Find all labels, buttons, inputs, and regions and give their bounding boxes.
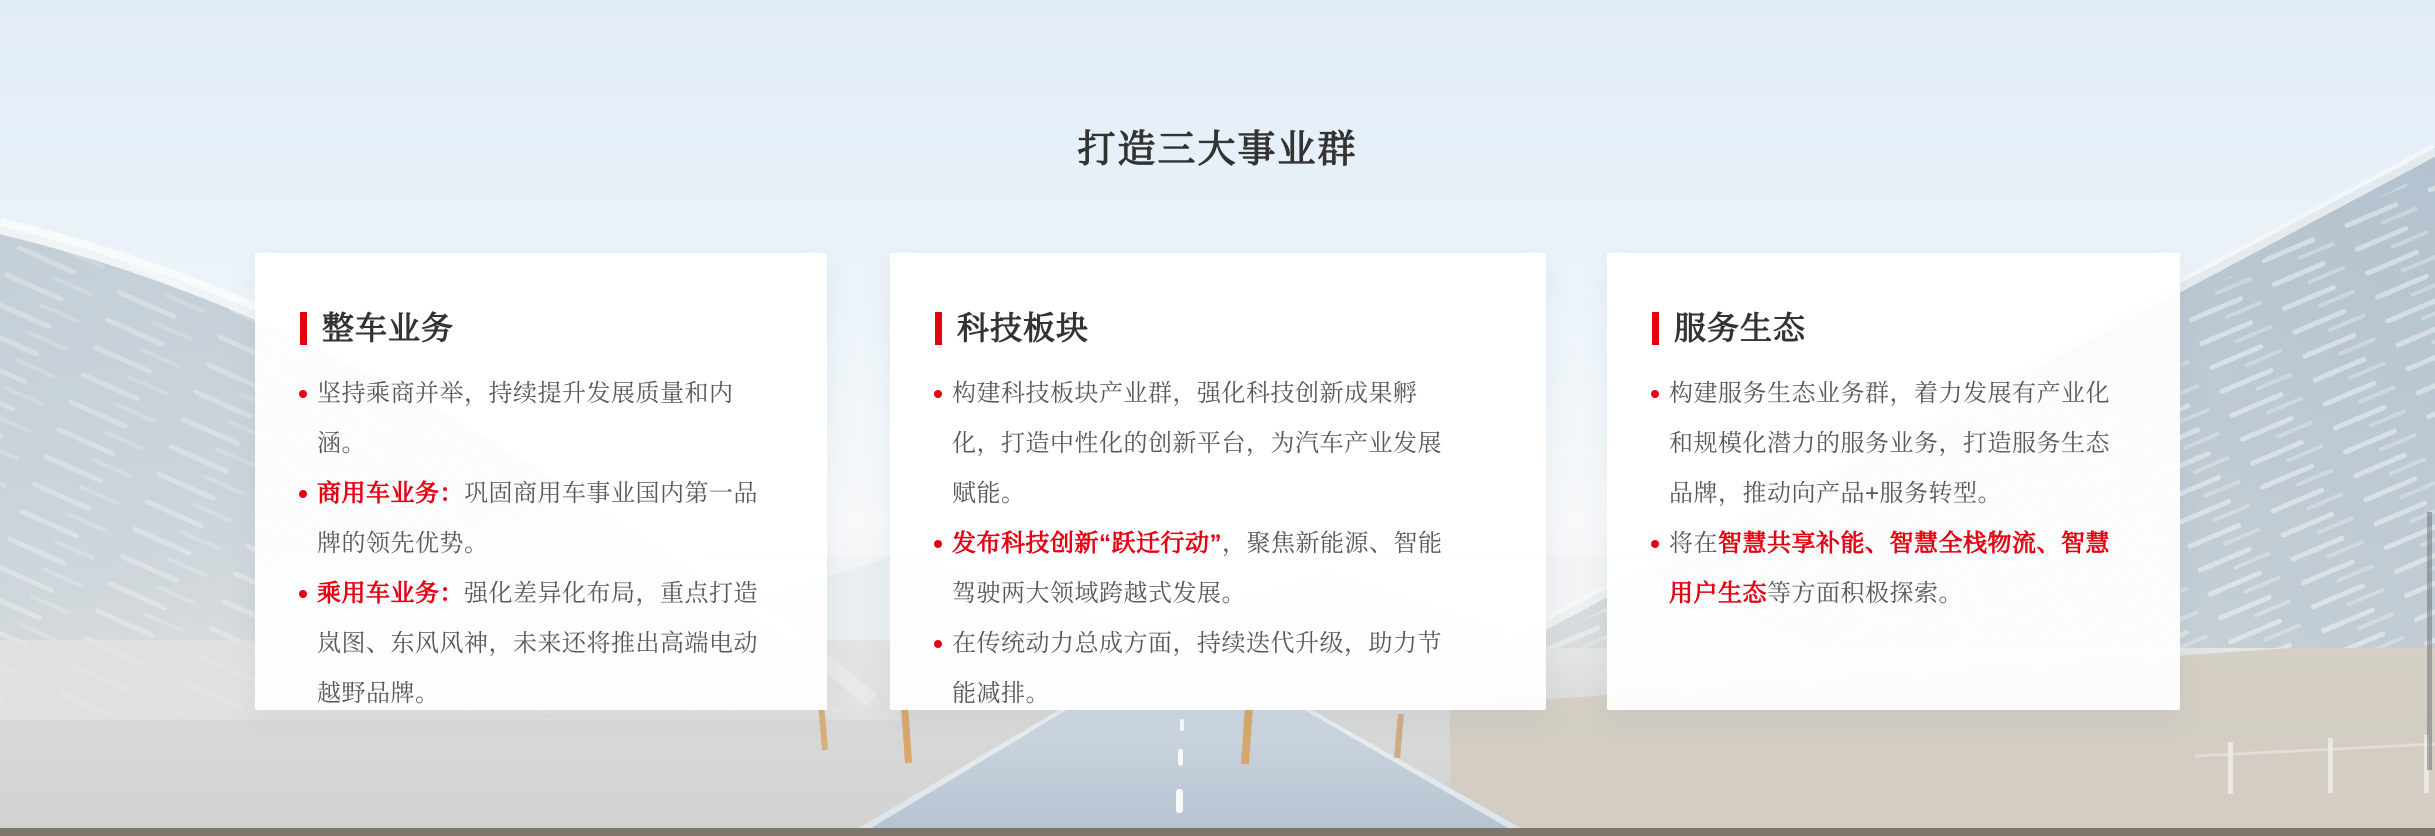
card-service-ecosystem: [1607, 253, 2180, 710]
bullet-text-highlight: 商用车业务：: [317, 480, 464, 507]
bullet-text: [952, 619, 1460, 719]
bullet-item: [1651, 369, 2122, 519]
bullet-text-highlight: 智慧共享补能、智慧全栈物流、智慧用户生态: [1669, 530, 2110, 607]
bullet-text-highlight: 发布科技创新“跃迁行动”: [952, 530, 1222, 557]
bullet-text-segment: 坚持乘商并举，持续提升发展质量和内涵。: [317, 380, 734, 457]
card-technology-sector: [890, 253, 1546, 710]
bullet-text-segment: 将在: [1669, 530, 1718, 557]
bullet-text: [317, 369, 777, 469]
bullet-dot-icon: [934, 390, 942, 398]
card-title: 整车业务: [322, 310, 455, 346]
bullet-dot-icon: [299, 490, 307, 498]
bullet-dot-icon: [299, 590, 307, 598]
card-title: 服务生态: [1674, 310, 1807, 346]
card-header: [1652, 310, 2135, 346]
bullet-item: [299, 469, 777, 569]
card-vehicle-business: [255, 253, 827, 710]
card-title: 科技板块: [957, 310, 1090, 346]
edge-pole: [2427, 512, 2432, 770]
title-accent-bar-icon: [300, 312, 307, 345]
bullet-text: [1669, 369, 2122, 519]
bullet-text-segment: 在传统动力总成方面，持续迭代升级，助力节能减排。: [952, 630, 1442, 707]
bullet-item: [299, 569, 777, 719]
bullet-text: [1669, 519, 2122, 619]
bottom-strip: [0, 828, 2435, 836]
bullet-dot-icon: [934, 540, 942, 548]
bullet-text-segment: 巩固商用车事业国内第一品牌的领先优势。: [317, 480, 758, 557]
title-accent-bar-icon: [1652, 312, 1659, 345]
bullet-text-segment: 构建科技板块产业群，强化科技创新成果孵化，打造中性化的创新平台，为汽车产业发展赋能。: [952, 380, 1442, 507]
bullet-text-highlight: 乘用车业务：: [317, 580, 464, 607]
bullet-item: [934, 619, 1460, 719]
bullet-text: [952, 519, 1460, 619]
bullet-list: [1651, 369, 2122, 619]
bullet-text-segment: 等方面积极探索。: [1767, 580, 1963, 607]
bullet-dot-icon: [1651, 390, 1659, 398]
bullet-text-segment: ，聚焦新能源、智能驾驶两大领域跨越式发展。: [952, 530, 1443, 607]
bullet-list: [934, 369, 1460, 719]
section-title: 打造三大事业群: [1077, 129, 1358, 171]
bullet-text: [952, 369, 1460, 519]
bullet-text: [317, 469, 777, 569]
bullet-text-segment: 强化差异化布局，重点打造岚图、东风风神，未来还将推出高端电动越野品牌。: [317, 580, 758, 707]
card-header: [300, 310, 782, 346]
title-accent-bar-icon: [935, 312, 942, 345]
bullet-item: [299, 369, 777, 469]
bullet-dot-icon: [1651, 540, 1659, 548]
bullet-dot-icon: [934, 640, 942, 648]
card-header: [935, 310, 1501, 346]
bullet-item: [934, 519, 1460, 619]
bullet-text-segment: 构建服务生态业务群，着力发展有产业化和规模化潜力的服务业务，打造服务生态品牌，推动向产品+服务转型。: [1669, 380, 2110, 507]
bullet-text: [317, 569, 777, 719]
bullet-item: [1651, 519, 2122, 619]
bullet-item: [934, 369, 1460, 519]
bullet-dot-icon: [299, 390, 307, 398]
bullet-list: [299, 369, 777, 719]
